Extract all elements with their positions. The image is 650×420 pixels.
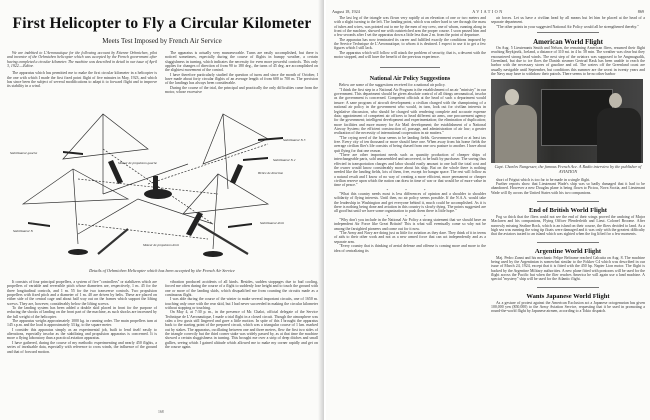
bottom-column-2: [165, 280, 318, 408]
section-heading: National Air Policy Suggestions: [369, 76, 451, 83]
body-paragraph: The apparatus is actually very manoeuvrable. Turns are easily accomplished, but there is noticed sometimes, especially during the course of flights in bumpy weather, a certain sluggishness in turning, which indicates the necessity for even more powerful controls. This only applies for changes of direction of from 90 to 180 deg., the turns of 45 deg. are accomplished on the slightest movement of the control.: [165, 51, 318, 73]
body-paragraph: Fog so thick that the fliers could not see the end of their wings proved the undoing of Major Maclaren and his companions, Flying Officer Plenderleith and Lieut. Colonel Broome. After narrowly missing Sealine Rock, which is an island on their course, the fliers decided to land. As a high sea was running the wing tip floats were damaged and it was only with the greatest difficulty that the aviators taxied to an island which was sighted when the fog lifted for a few moments.: [491, 215, 645, 237]
journal-name: AVIATION: [472, 9, 504, 14]
figure-label: Helice de direction: [258, 171, 284, 175]
section-heading: American World Flight: [533, 38, 603, 47]
body-paragraph: To the landing system has been added a double skid placed in front for the purpose of reducing the shocks of landing on the front part of the machine, as such shocks are increased by the full weight of the helicopter.: [7, 306, 157, 319]
paragraph-group: [165, 280, 318, 350]
figure-label: Stabilisateur N 3: [283, 138, 306, 142]
article-title: First Helicopter to Fly a Circular Kilometer: [12, 15, 312, 32]
helicopter-diagram: [8, 104, 318, 264]
body-paragraph: The apparatus which will follow will attack the problem of security, that is, a descent with the motor stopped, and will have the benefit of the previous experience.: [334, 50, 486, 60]
right-column-2: [491, 16, 645, 412]
body-paragraph: Maj. Pedro Zanni and his mechanic Felipe Beltrame reached Calcutta on Aug. 8. The machine being used by the Argentinian is somewhat similar to the Fokker C4 which was described in our issue of March 24, 1924, except that it is fitted with the 450 hp. Napier Lion motor. The flight is backed by the Argentine Military authorities. A new plane fitted with pontoons will be used for the flight across the Pacific but when the flier reaches America he will again use a land machine. A special "mystery" ship will be used for the Atlantic flight.: [491, 255, 645, 282]
figure-label: Stabilisateur gauche: [10, 151, 38, 155]
paragraph-group: [7, 280, 157, 354]
body-paragraph: "The crying need of the hour seems to be landing fields. Government owned or at least tax free. Every city of ten thousand or more should have one. When away from his home fields the average civilian flier's life consists of being chased from one cow pasture to another. I have about quit flying for that one reason.: [334, 135, 486, 153]
editor-note: We are indebted to L'Aeronautique for the following account by Etienne Oehmichen, pilot and inventor of the Oehmichen helicopter which was accepted by the French government after having completed a circular kilometer. The machine was described in detail in our issue of April 3, 1922.—Editor.: [7, 51, 157, 69]
page-gutter: [318, 0, 324, 420]
figure-label: Moteur de propulsion droit: [143, 243, 179, 247]
section-divider: [537, 242, 599, 243]
section-divider: [537, 287, 599, 288]
body-paragraph: "What this country needs most is less differences of opinion and a shoulder to shoulder solidarity of flying interests. Until then, no air policy seems possible. If the N.A.A. would take the leadership in Washington and get everyone behind it, much could be accomplished. As it is there is nothing being done and aviation in this country is slowly dying. The points suggested are all good but until we have some organization to push them there is little hope.": [334, 192, 486, 214]
section-divider: [380, 67, 441, 68]
figure-label: Moteur de propulsion gauche: [118, 161, 157, 165]
paragraph-group: [334, 16, 486, 59]
body-paragraph: As a gesture of protest against the American Exclusion act a Japanese octogenarian has given 100,000 yen ($50,000) to the Army Aviation Service, requesting that it be used in promoting a round-the-world flight by Japanese airmen, according to a Tokio dispatch.: [491, 300, 645, 314]
section-heading: End of British World Flight: [529, 207, 607, 214]
body-paragraph: I have therefore particularly studied the question of turns and since the month of October, I have made about forty circular flights of an average length of from 600 to 700 m. The precision of the landings has always been considerable.: [165, 72, 318, 86]
figure-label: Stabilisateur N 2: [273, 158, 296, 162]
body-paragraph: air forces. Let us have a civilian head by all means but let him be placed at the head of a separate department.: [491, 16, 645, 25]
body-paragraph: I have gathered, during the course of my methodic experimenting and nearly 450 flights, a series of invaluable data, especially with reference to cross winds, the influence of the ground and that of forward motion.: [7, 340, 157, 354]
body-paragraph: The apparatus weighs approximately 1000 kg. in running order. The main propellers turn at 145 r.p.m. and the load is approximately 33 kg. to the square meter.: [7, 319, 157, 328]
body-paragraph: vibration produced accidents of all kinds. Besides, sudden stoppages due to bad cooling, forced me often during the course of a flight to suddenly lose height and to touch the ground with one or more of the landing skids, which disqualified me from counting the circuits made as a continuous flight.: [165, 280, 318, 298]
issue-date: August 18, 1924: [332, 9, 360, 14]
top-column-1: [7, 51, 157, 101]
page-number: 869: [637, 9, 644, 14]
article-subtitle: Meets Test Imposed by French Air Service: [102, 37, 222, 45]
section-heading: Argentine World Flight: [534, 247, 602, 255]
section-divider: [537, 32, 599, 33]
body-paragraph: "There are other important needs such as quantity production of cheaper ships of interchangeable parts, sold unassembled and uncovered, to be built by purchaser. The saving thus effected in transportation charges and labor should easily amount to one half the total cost and the owner would know considerably more about his ship. But on the whole there is nothing needed like the landing fields, lots of them, free, except for hangar space. The rest will follow as a natural result and I know of no way of creating a more efficient, more permanent or cheaper civilian reserve upon which the nation can draw in time of war or that would be of more value in time of peace.": [334, 152, 486, 188]
paragraph-group: [491, 215, 645, 237]
section-heading: Wants Japanese World Flight: [526, 292, 610, 300]
separator-stars: * * *: [386, 213, 434, 218]
figure-label: Stabilisateur N: [13, 229, 33, 233]
section-divider: [537, 201, 599, 202]
body-paragraph: During the course of the trial, the principal and practically the only difficulties came from the motor, whose excessive: [165, 85, 318, 95]
paragraph-group: [165, 51, 318, 94]
body-paragraph: "The other points in your suggested National Air Policy would all be strengthened thereby.": [496, 24, 639, 29]
separator-stars: * * *: [386, 187, 434, 192]
body-paragraph: "The Army and Navy are doing just as little for aviation as they dare. They think of it in terms of aids to their other work and not as a new armed force that can act independently and as a separate arm.: [334, 231, 486, 244]
paragraph-group: [491, 16, 645, 29]
body-paragraph: On May 4, at 7:30 p. m., in the presence of Mr. Chalot, official delegate of the Service Technique de L'Aeronautique, I made a trial flight in a closed circuit. Though the atmosphere was calm a few gusts still lingered and gave a little motion. In spite of this I brought the apparatus back to the starting point of the prepared circuit, which was a triangular course of 1 km. marked out by stakes. The apparatus, oscillating between one and three meters, flew the first two sides of the triangle correctly but the third corner stake was widely passed by, as at that time the machine showed a certain sluggishness in turning. This brought me over a strip of deep ditches and small gullies, seeing which I gained altitude which allowed me to make my corner rapidly and get on the course again.: [165, 310, 318, 350]
body-paragraph: The last leg of the triangle was flown very rapidly at an elevation of one or two meters and with a slight turning to the left. The landing point, which was rather hard to see through the mass of tubes and wires, was pointed out to me by the men of my crew, one of whom, running along in front of the machine, showed me with outstretched arm the proper course. I soon passed him and a few seconds after I set the apparatus down a little less than 2 m. from the point of departure.: [334, 16, 486, 38]
photo-caption: Capt. Charles Nungesser, the famous French Ace. A Radio interview by the publisher of AVIATION: [494, 164, 642, 175]
body-paragraph: Below are some of the suggestions received for a national air policy.: [339, 83, 446, 88]
right-page: [326, 0, 650, 420]
paragraph-group: [491, 256, 645, 282]
paragraph-group: [491, 178, 645, 195]
page-number: 168: [158, 410, 164, 414]
body-paragraph: "I think the first step in a National Air Program is the establishment of an air "ministry" in our government. This department should be given absolute control of all things aeronautical, insofar as the government is concerned. Competent officials at the head of such a department would insure: A sane program of aircraft development; a civilian charged with the championing of a national air policy in the government who would, in turn, look out for civilian interests in legislative discussion, who should be charged with rendering complete and accurate expense data; appointment of competent air officers to head different air arms, one procurement agency for the government; intelligent development and experimentation; the elimination of duplication; more facilities and more money for Air Mail development; the establishment of a National Airway System; the efficient construction of, passage, and administration of air law; a greater realization of the necessity of international cooperation in air matters.": [334, 87, 486, 136]
paragraph-group: [491, 301, 645, 314]
nungesser-radio-photo: [491, 79, 643, 163]
body-paragraph: "Every country that is thinking of aerial defense and offense is coming more and more to the idea of centralizing its: [334, 244, 486, 253]
paragraph-group: [334, 83, 486, 252]
top-column-2: [165, 51, 318, 101]
bottom-column-1: [7, 280, 157, 408]
body-paragraph: The apparatus which has permitted me to make the first circular kilometer in a helicopter is the one with which I made the first fixed point flight of five minutes in May, 1923, and which has since been the subject of several modifications to adapt it to forward flight and to improve its stability in a wind.: [7, 71, 157, 89]
body-paragraph: It consists of four principal propellers, a system of five "controllers" or stabilizers which are propellers of variable and reversible pitch whose diameters are, respectively, 1 m. 45 for the three longitudinal controls, and 1 m. 55 for the two transverse controls. Two propulsion propellers with fixed pitch and a diameter of 1 m. 40 are driven by belts. These are placed on either side of the central cage and about half way out on the frames which support the lifting screws. They are, however, considerably below the lifting screws.: [7, 280, 157, 306]
figure-label: Stabilisateur droit: [260, 221, 284, 225]
body-paragraph: On Aug. 5 Lieutenants Smith and Nelson, the remaining American fliers, resumed their flight reaching Reykjavik, Iceland, a distance of 310 mi. in 4 hr. 58 min. The weather was clear but they encountered strong head winds. The next step of the aviators was supposed to be Angmagsalik, Greenland, but due to ice floes the Danish steamer Gertrud Rask has been unable to reach the harbor with the necessary stores of gasoline and oil. The waters off the Greenland coast are usually navigable until September, but conditions this summer are the worst in twenty years and the Navy may have to withdraw their patrols. There seems to be no other harbor: [491, 46, 645, 77]
body-paragraph: Further reports show that Lieutenant Wade's ship was so badly damaged that it had to be abandoned. However a new Douglas plane is being flown to Pictou, Nova Scotia, and Lieutenant Wade will fly across the United States with his two companions.: [491, 181, 645, 195]
left-page: [0, 0, 324, 420]
figure-caption: Details of Oehmichen Helicopter which has been accepted by the French Air Service: [89, 268, 235, 273]
paragraph-group: [7, 71, 157, 88]
paragraph-group: [491, 46, 645, 76]
body-paragraph: short of Frigtut which is too far to be made in a single flight.: [496, 177, 591, 182]
body-paragraph: I was able during the course of the winter to make several important circuits, one of 1650 m. touching only once with the rear skid, but I had never succeeded in making the circular kilometer without stopping or touching.: [165, 297, 318, 311]
body-paragraph: I consider this apparatus simply as an experimental job, built to lend itself easily to alterations, especially insofar as the stabilizing and propulsion apparatus is concerned. It is more a flying laboratory than a practical aviation apparatus.: [7, 327, 157, 341]
body-paragraph: "Why don't you include in the National Air Policy a strong statement that we should have an independent Air Force like Great Britain? This is what will eventually come so why not be among the farsighted pioneers and come out for it now.: [334, 218, 486, 231]
right-column-1: [334, 16, 486, 412]
body-paragraph: The apparatus has now terminated its career and fulfilled exactly the conditions imposed by the Service Technique de L'Aeronautique, to whom it is destined. I expect to use it to get a few figures which I still lack.: [334, 37, 486, 51]
